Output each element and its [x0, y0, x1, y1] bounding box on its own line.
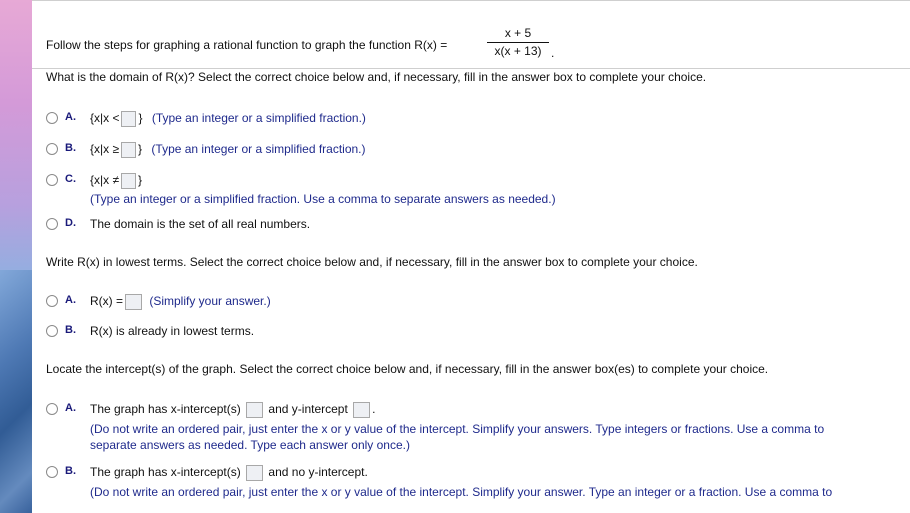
header-divider: [32, 68, 910, 69]
option-a-hint-line2: separate answers as needed. Type each answer only once.): [90, 438, 410, 452]
radio-button[interactable]: [46, 143, 58, 155]
option-text-2: and y-intercept: [268, 402, 348, 417]
radio-button[interactable]: [46, 112, 58, 124]
option-hint: (Type an integer or a simplified fraction.): [151, 111, 366, 126]
option-text: The domain is the set of all real numbers.: [90, 217, 311, 231]
set-expression-end: }: [138, 111, 143, 126]
background-image: [0, 270, 32, 513]
radio-button[interactable]: [46, 325, 58, 337]
option-period: .: [372, 402, 376, 417]
set-expression-end: }: [138, 173, 143, 188]
option-text-2: and no y-intercept.: [268, 465, 368, 480]
fraction-bar: [487, 42, 549, 43]
set-expression-start: {x|x ≠: [90, 173, 120, 188]
lowest-terms-question: Write R(x) in lowest terms. Select the correct choice below and, if necessary, fill in the answer box to complete your choice.: [46, 255, 698, 269]
option-body: [90, 111, 366, 127]
x-intercept-box[interactable]: [246, 465, 263, 481]
option-letter: B.: [65, 142, 76, 154]
function-fraction: [483, 26, 553, 59]
set-expression-end: }: [138, 142, 143, 157]
fraction-period: .: [551, 46, 555, 60]
answer-box[interactable]: [121, 142, 136, 158]
set-expression-start: {x|x <: [90, 111, 120, 126]
radio-button[interactable]: [46, 218, 58, 230]
option-c-hint: (Type an integer or a simplified fraction. Use a comma to separate answers as needed.): [90, 192, 556, 206]
fraction-denominator: x(x + 13): [494, 44, 542, 58]
domain-question: What is the domain of R(x)? Select the correct choice below and, if necessary, fill in the answer box to complete your choice.: [46, 70, 707, 84]
option-hint: (Simplify your answer.): [149, 294, 271, 309]
option-text: R(x) is already in lowest terms.: [90, 324, 255, 338]
radio-button[interactable]: [46, 174, 58, 186]
option-letter: A.: [65, 294, 76, 306]
option-body: [90, 294, 271, 310]
option-body: [90, 465, 368, 481]
answer-box[interactable]: [121, 173, 136, 189]
x-intercept-box[interactable]: [246, 402, 263, 418]
option-letter: D.: [65, 217, 76, 229]
option-body: [90, 402, 376, 418]
problem-prompt: Follow the steps for graphing a rational function to graph the function R(x) =: [46, 38, 448, 52]
option-letter: A.: [65, 111, 76, 123]
option-body: [90, 173, 142, 189]
option-letter: B.: [65, 465, 76, 477]
top-border: [32, 0, 910, 1]
radio-button[interactable]: [46, 295, 58, 307]
answer-box[interactable]: [125, 294, 142, 310]
intercepts-question: Locate the intercept(s) of the graph. Select the correct choice below and, if necessary, fill in the answer box(es) to complete your choice.: [46, 362, 769, 376]
option-body: [90, 142, 366, 158]
answer-box[interactable]: [121, 111, 136, 127]
option-text: The graph has x-intercept(s): [90, 465, 241, 480]
option-letter: B.: [65, 324, 76, 336]
option-text: R(x) =: [90, 294, 123, 309]
left-background-strip: [0, 0, 32, 513]
option-text: The graph has x-intercept(s): [90, 402, 241, 417]
set-expression-start: {x|x ≥: [90, 142, 120, 157]
y-intercept-box[interactable]: [353, 402, 370, 418]
radio-button[interactable]: [46, 403, 58, 415]
option-letter: C.: [65, 173, 76, 185]
option-a-hint-line1: (Do not write an ordered pair, just enter the x or y value of the intercept. Simplify your answers. Type integers or fractions. Use a comma to: [90, 422, 825, 436]
fraction-numerator: x + 5: [504, 26, 532, 40]
radio-button[interactable]: [46, 466, 58, 478]
question-panel: [32, 0, 910, 513]
option-b-hint-line1: (Do not write an ordered pair, just enter the x or y value of the intercept. Simplify your answer. Type an integer or a fraction. Use a comma to: [90, 485, 833, 499]
option-letter: A.: [65, 402, 76, 414]
option-hint: (Type an integer or a simplified fraction.): [151, 142, 366, 157]
